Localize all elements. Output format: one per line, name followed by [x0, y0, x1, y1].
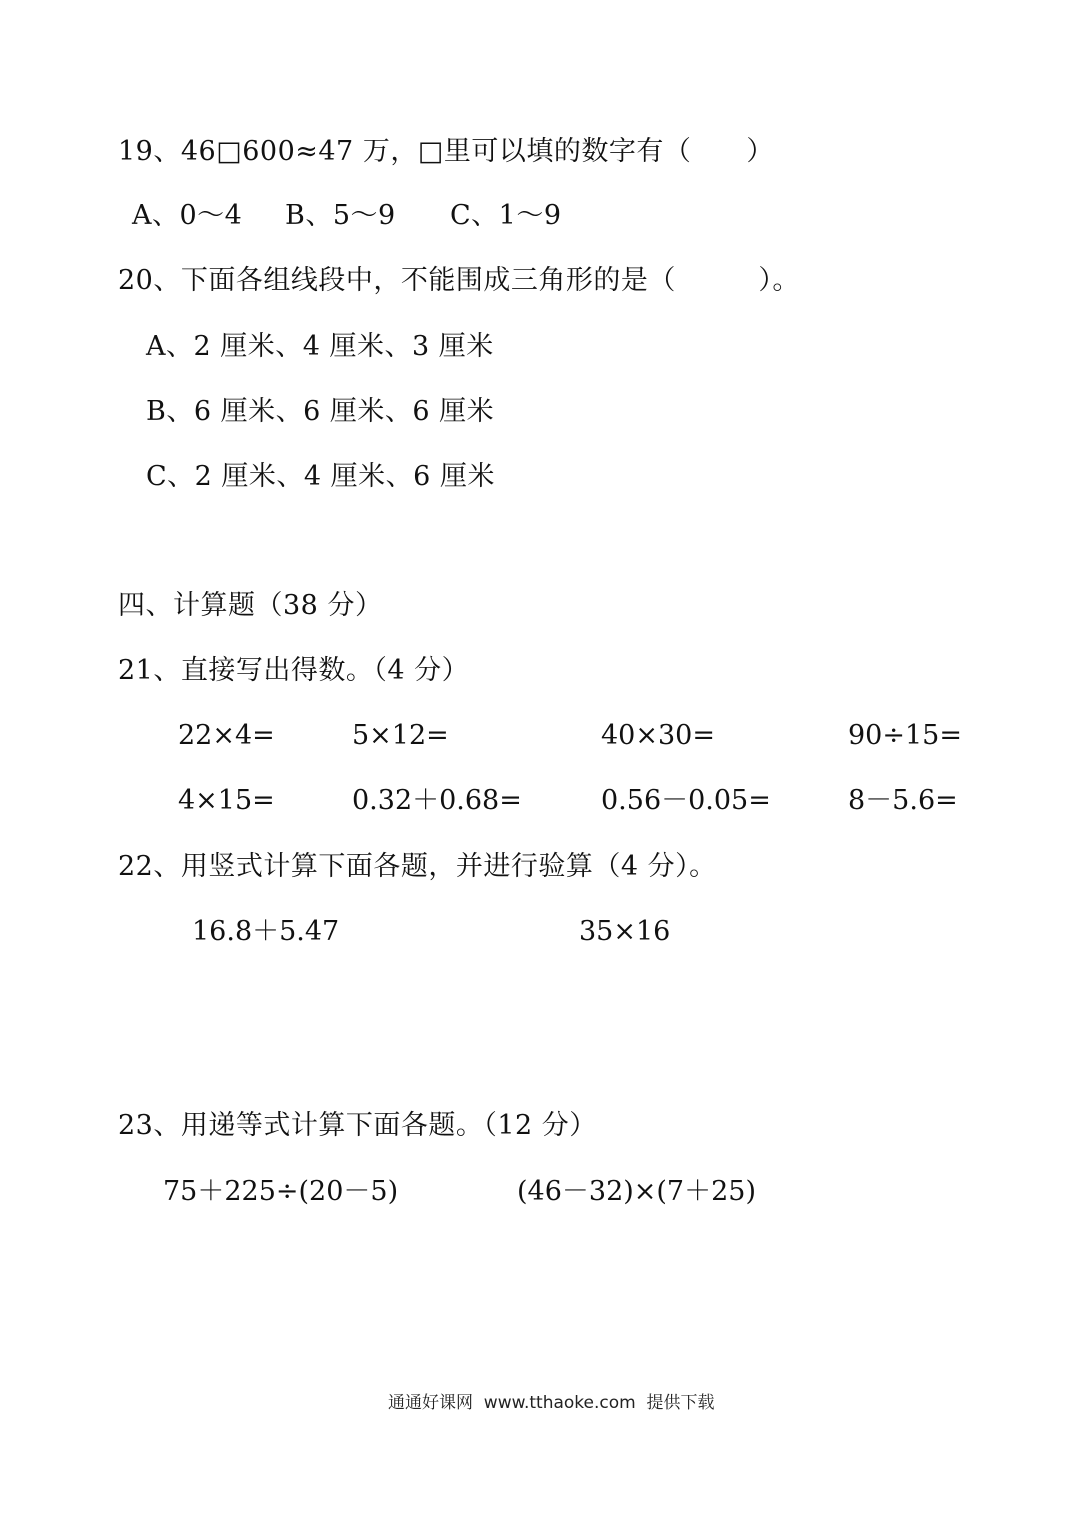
question-19-stem: 19、46□600≈47 万，□里可以填的数字有（ ）	[118, 136, 774, 167]
calc-item: 0.56－0.05=	[601, 785, 771, 816]
calc-item: 0.32＋0.68=	[352, 785, 522, 816]
calc-item: 22×4=	[178, 720, 275, 751]
stepwise-calc-item: (46－32)×(7＋25)	[517, 1176, 757, 1207]
calc-item: 8－5.6=	[848, 785, 958, 816]
vertical-calc-item: 35×16	[579, 916, 671, 947]
question-19-option-b: B、5～9	[285, 200, 396, 231]
vertical-calc-item: 16.8＋5.47	[192, 916, 340, 947]
question-20-option-a: A、2 厘米、4 厘米、3 厘米	[146, 331, 494, 362]
question-23-stem: 23、用递等式计算下面各题。（12 分）	[118, 1110, 597, 1141]
calc-item: 4×15=	[178, 785, 275, 816]
calc-item: 90÷15=	[848, 720, 962, 751]
calc-item: 40×30=	[601, 720, 715, 751]
section-4-title: 四、计算题（38 分）	[118, 590, 383, 621]
calc-item: 5×12=	[352, 720, 449, 751]
question-19-option-a: A、0～4	[132, 200, 243, 231]
footer-source-text: 通通好课网 www.tthaoke.com 提供下载	[388, 1393, 715, 1413]
question-20-option-b: B、6 厘米、6 厘米、6 厘米	[146, 396, 495, 427]
question-20-stem: 20、下面各组线段中，不能围成三角形的是（ ）。	[118, 265, 800, 296]
question-20-option-c: C、2 厘米、4 厘米、6 厘米	[146, 461, 495, 492]
question-19-option-c: C、1～9	[450, 200, 562, 231]
stepwise-calc-item: 75＋225÷(20－5)	[163, 1176, 399, 1207]
question-22-stem: 22、用竖式计算下面各题，并进行验算（4 分）。	[118, 851, 717, 882]
question-21-stem: 21、直接写出得数。（4 分）	[118, 655, 470, 686]
